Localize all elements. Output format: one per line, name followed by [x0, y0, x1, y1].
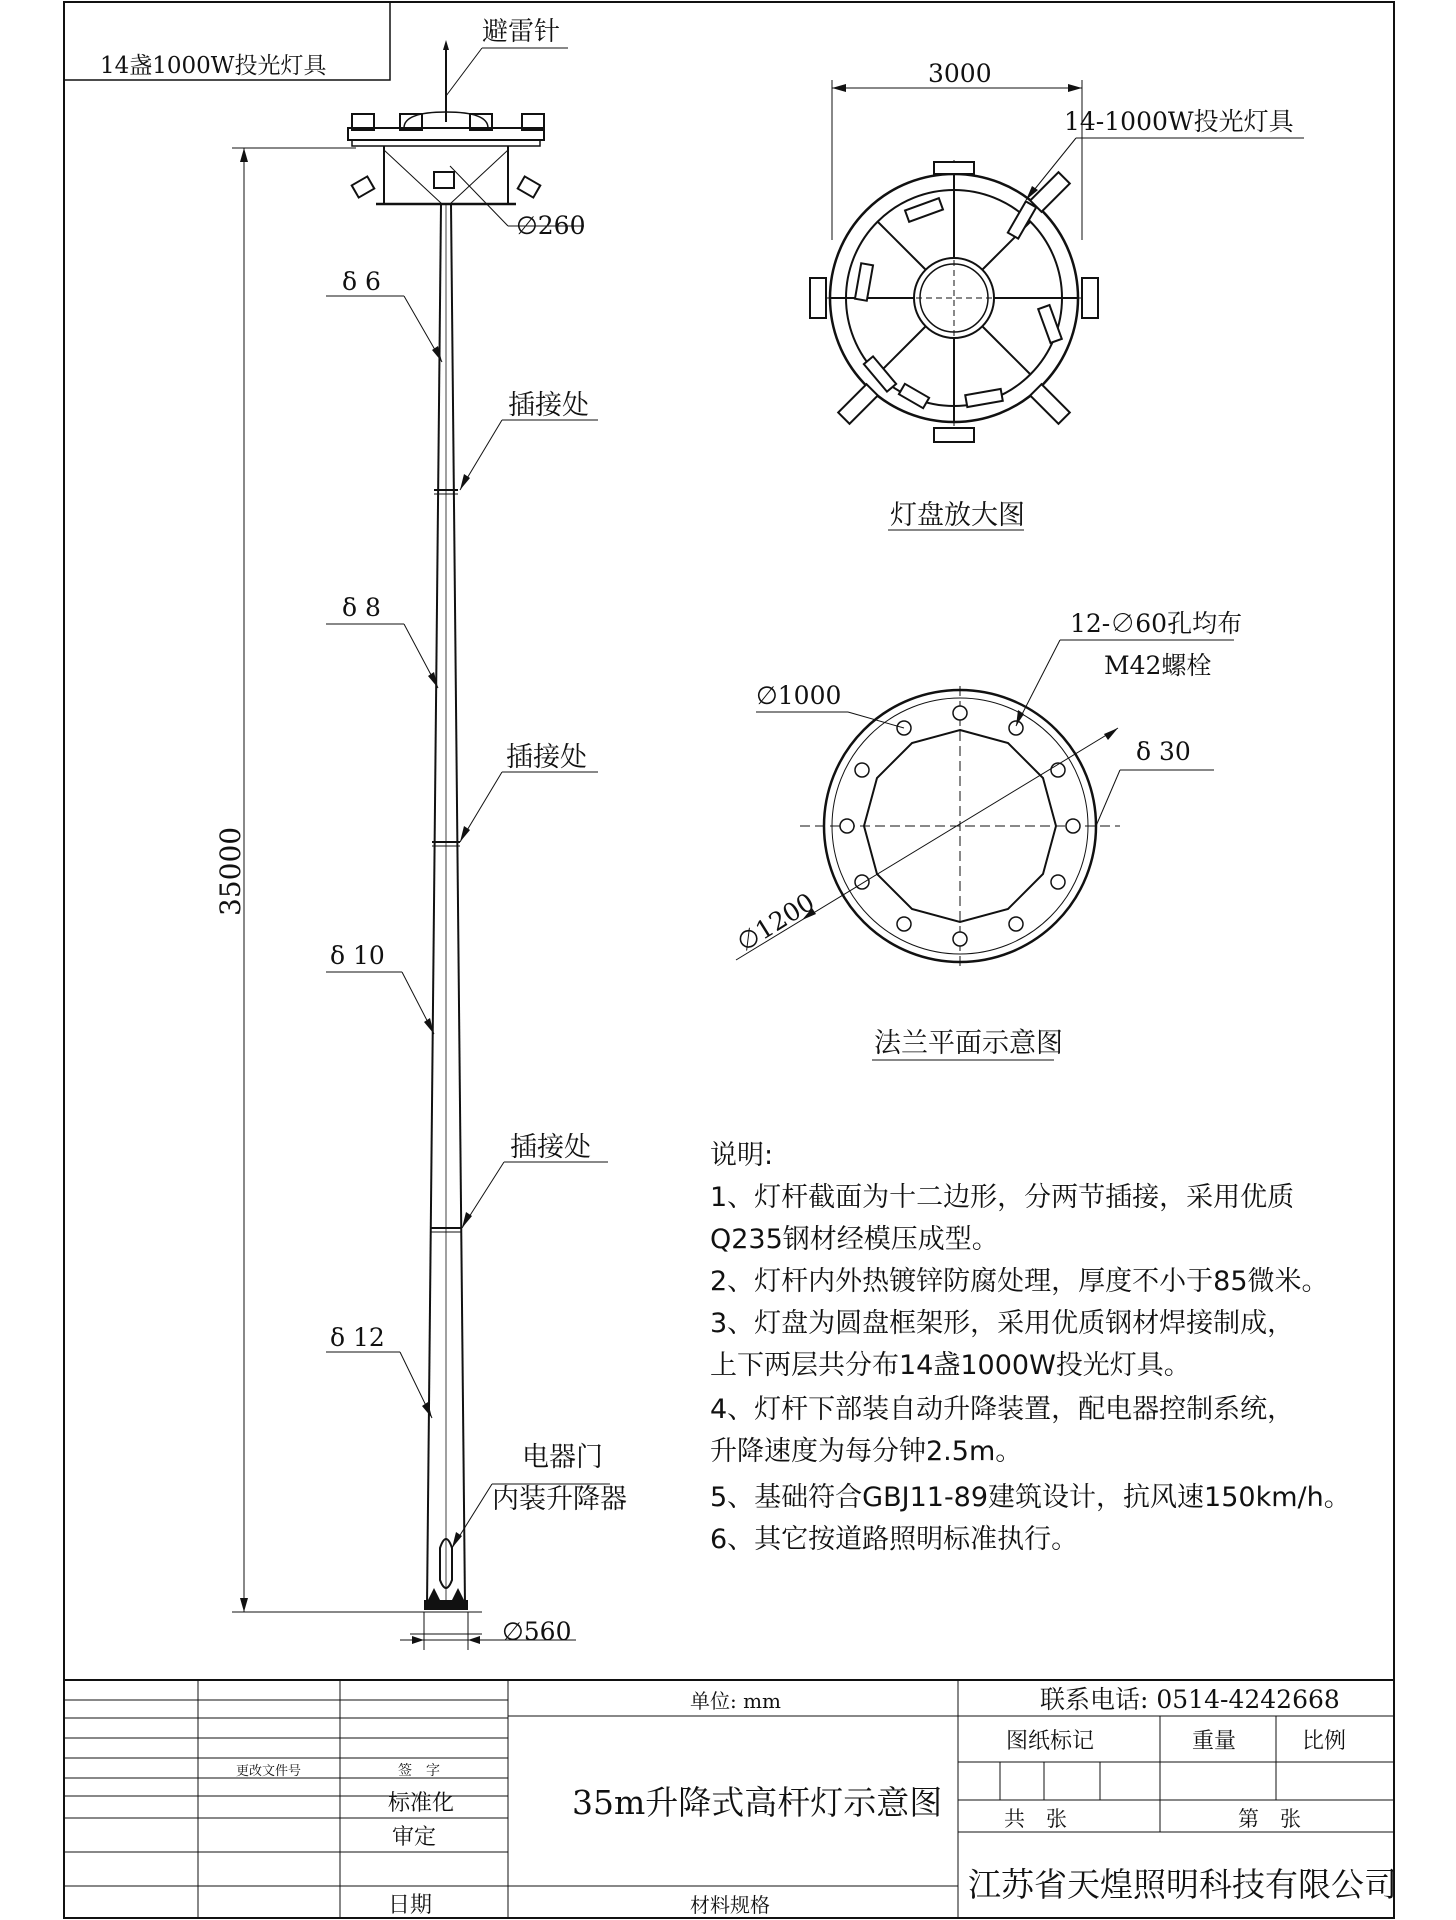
floodlight-icon	[855, 263, 873, 301]
base-diameter-label: ∅560	[502, 1617, 572, 1646]
flange-holes-label: 12-∅60孔均布	[1070, 609, 1243, 638]
panel-width-label: 3000	[928, 59, 992, 88]
top-diameter-label: ∅260	[516, 211, 586, 240]
floodlight-icon	[934, 428, 974, 442]
pole-height-label: 35000	[214, 826, 247, 916]
note-line: 5、基础符合GBJ11-89建筑设计，抗风速150km/h。	[710, 1482, 1351, 1513]
title-block	[64, 1680, 1397, 1918]
bolt-hole-icon	[840, 819, 854, 833]
phone-label: 联系电话: 0514-4242668	[1040, 1685, 1340, 1714]
company-name: 江苏省天煌照明科技有限公司	[968, 1865, 1397, 1904]
pole-shaft	[410, 204, 482, 1634]
floodlight-icon	[518, 176, 541, 197]
splice-callouts	[460, 390, 608, 1228]
note-line: 1、灯杆截面为十二边形，分两节插接，采用优质	[710, 1182, 1295, 1213]
door-label-2: 内装升降器	[492, 1484, 627, 1515]
material-label: 材料规格	[690, 1893, 770, 1917]
sheet-frame	[64, 2, 1394, 1918]
lightning-rod-label: 避雷针	[482, 17, 561, 47]
date-label: 日期	[388, 1893, 433, 1918]
floodlight-icon	[934, 162, 974, 174]
lamp-count-label: 14盏1000W投光灯具	[100, 53, 327, 79]
note-line: 6、其它按道路照明标准执行。	[710, 1524, 1079, 1555]
bolt-hole-icon	[1051, 763, 1065, 777]
bolt-hole-icon	[1051, 875, 1065, 889]
drawing-title: 35m升降式高杆灯示意图	[572, 1783, 943, 1822]
thickness-label-1: δ 6	[342, 267, 381, 296]
lamp-panel-plan	[810, 59, 1304, 531]
floodlight-icon	[1082, 278, 1098, 318]
bolt-hole-icon	[1009, 917, 1023, 931]
note-line: 上下两层共分布14盏1000W投光灯具。	[710, 1350, 1191, 1381]
bolt-hole-icon	[1066, 819, 1080, 833]
flange-plan	[732, 609, 1242, 1060]
note-line: 4、灯杆下部装自动升降装置，配电器控制系统，	[710, 1394, 1295, 1425]
bolt-hole-icon	[953, 706, 967, 720]
note-line: Q235钢材经模压成型。	[710, 1224, 999, 1255]
drawing-mark-label: 图纸标记	[1006, 1729, 1095, 1754]
splice-label-1: 插接处	[508, 390, 589, 421]
standardization-label: 标准化	[388, 1791, 455, 1816]
floodlight-icon	[1030, 384, 1070, 424]
weight-label: 重量	[1192, 1729, 1237, 1754]
splice-label-2: 插接处	[506, 742, 587, 773]
sheet-number-label: 第 张	[1238, 1807, 1301, 1831]
flange-caption: 法兰平面示意图	[874, 1028, 1063, 1059]
floodlight-icon	[434, 172, 454, 188]
floodlight-icon	[838, 384, 878, 424]
bolt-hole-icon	[1009, 721, 1023, 735]
scale-label: 比例	[1302, 1729, 1347, 1754]
thickness-label-4: δ 12	[330, 1323, 385, 1352]
height-dimension	[214, 148, 410, 1612]
notes-title: 说明:	[710, 1140, 774, 1171]
change-doc-label: 更改文件号	[236, 1764, 302, 1779]
thickness-label-2: δ 8	[342, 593, 381, 622]
bolt-hole-icon	[953, 932, 967, 946]
panel-lamps-label: 14-1000W投光灯具	[1064, 107, 1294, 136]
floodlight-icon	[965, 389, 1003, 407]
bolt-circle-label: ∅1000	[756, 681, 842, 710]
notes-block	[710, 1140, 1351, 1555]
floodlight-icon	[352, 176, 375, 197]
lamp-panel-elevation	[348, 112, 544, 204]
signature-label: 签 字	[398, 1763, 440, 1779]
floodlight-icon	[905, 198, 943, 222]
thickness-label-3: δ 10	[330, 941, 385, 970]
bolt-hole-icon	[897, 917, 911, 931]
floodlight-icon	[810, 278, 826, 318]
panel-caption: 灯盘放大图	[890, 500, 1025, 531]
thickness-callouts	[326, 267, 442, 1418]
sheet-total-label: 共 张	[1004, 1807, 1067, 1831]
pole-elevation	[214, 17, 627, 1650]
floodlight-icon	[1030, 172, 1070, 212]
note-line: 升降速度为每分钟2.5m。	[710, 1436, 1023, 1467]
flange-outer-label: ∅1200	[731, 887, 820, 958]
note-line: 3、灯盘为圆盘框架形，采用优质钢材焊接制成，	[710, 1308, 1295, 1339]
door-label-1: 电器门	[522, 1442, 603, 1473]
splice-label-3: 插接处	[510, 1132, 591, 1163]
floodlight-icon	[899, 384, 929, 408]
bolt-hole-icon	[855, 763, 869, 777]
approval-label: 审定	[392, 1825, 437, 1850]
note-line: 2、灯杆内外热镀锌防腐处理，厚度不小于85微米。	[710, 1266, 1329, 1297]
unit-label: 单位: mm	[690, 1689, 782, 1713]
flange-thickness-label: δ 30	[1136, 737, 1191, 766]
flange-bolts-label: M42螺栓	[1104, 651, 1212, 680]
